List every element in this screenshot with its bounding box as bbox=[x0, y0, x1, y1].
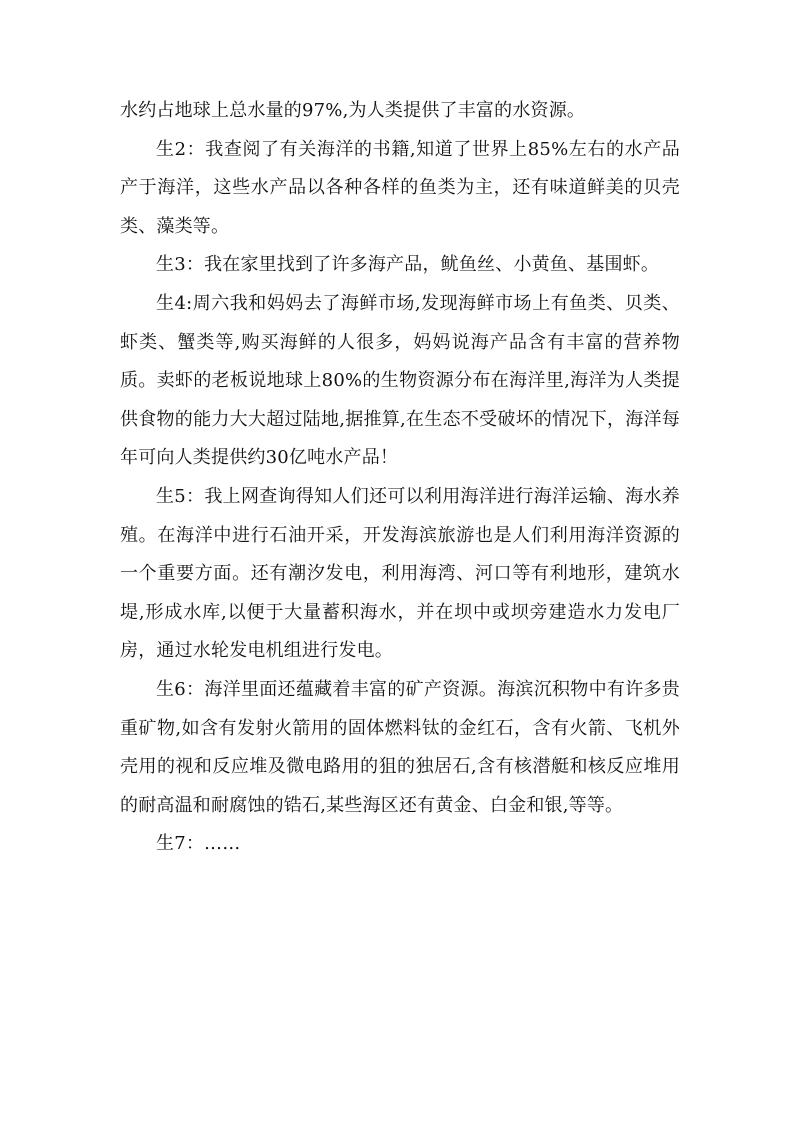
document-body bbox=[120, 92, 680, 864]
paragraph-student-5: 生5：我上网查询得知人们还可以利用海洋进行海洋运输、海水养殖。在海洋中进行石油开采，开发海滨旅游也是人们利用海洋资源的一个重要方面。还有潮汐发电，利用海湾、河口等有利地形，建筑水堤,形成水库,以便于大量蓄积海水，并在坝中或坝旁建造水力发电厂房，通过水轮发电机组进行发电。 bbox=[120, 485, 680, 662]
paragraph-student-7: 生7：…… bbox=[156, 833, 241, 855]
paragraph-student-3: 生3：我在家里找到了许多海产品，鱿鱼丝、小黄鱼、基围虾。 bbox=[156, 254, 660, 276]
paragraph-intro-continued: 水约占地球上总水量的97%,为人类提供了丰富的水资源。 bbox=[120, 100, 586, 121]
paragraph-student-2: 生2：我查阅了有关海洋的书籍,知道了世界上85%左右的水产品产于海洋，这些水产品以各种各样的鱼类为主，还有味道鲜美的贝壳类、藻类等。 bbox=[120, 138, 680, 237]
paragraph-student-6: 生6：海洋里面还蕴藏着丰富的矿产资源。海滨沉积物中有许多贵重矿物,如含有发射火箭用的固体燃料钛的金红石，含有火箭、飞机外壳用的视和反应堆及微电路用的狙的独居石,含有核潜艇和核反应堆用的耐高温和耐腐蚀的锆石,某些海区还有黄金、白金和银,等等。 bbox=[120, 678, 680, 816]
paragraph-student-4: 生4:周六我和妈妈去了海鲜市场,发现海鲜市场上有鱼类、贝类、虾类、蟹类等,购买海鲜的人很多，妈妈说海产品含有丰富的营养物质。卖虾的老板说地球上80%的生物资源分布在海洋里,海洋为人类提供食物的能力大大超过陆地,据推算,在生态不受破坏的情况下，海洋每年可向人类提供约30亿吨水产品！ bbox=[120, 292, 680, 469]
